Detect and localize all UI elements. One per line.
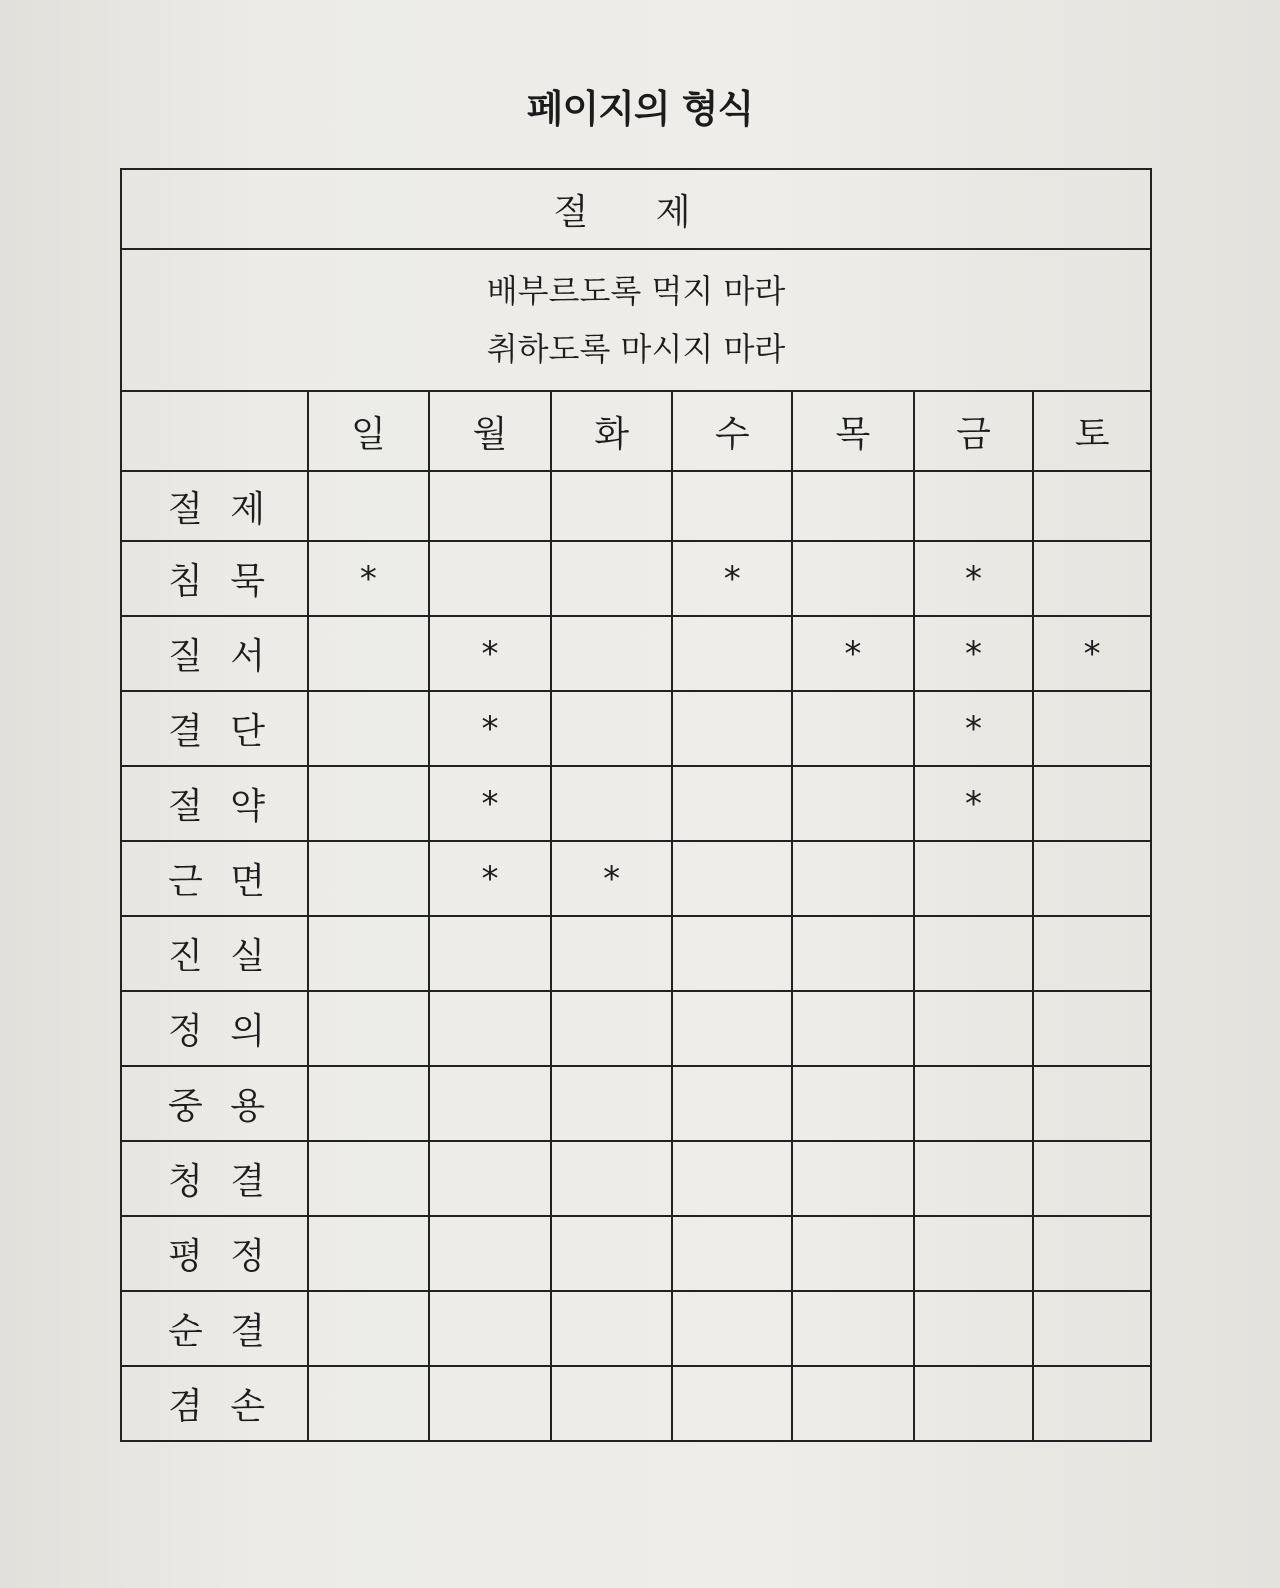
mark-cell <box>792 691 914 766</box>
mark-cell <box>308 471 430 541</box>
mark-cell <box>1033 691 1151 766</box>
mark-cell <box>914 1066 1034 1141</box>
mark-cell <box>551 1366 673 1441</box>
mark-cell <box>672 1141 792 1216</box>
motto <box>121 249 1151 391</box>
mark-cell <box>1033 841 1151 916</box>
mark-cell <box>672 1366 792 1441</box>
virtue-label: 질 서 <box>121 616 308 691</box>
mark-cell <box>1033 991 1151 1066</box>
mark-cell <box>1033 541 1151 616</box>
mark-cell <box>551 1291 673 1366</box>
mark-cell <box>429 471 551 541</box>
day-header: 금 <box>914 391 1034 471</box>
mark-cell <box>308 1066 430 1141</box>
mark-cell <box>914 841 1034 916</box>
mark-cell <box>914 1216 1034 1291</box>
mark-cell <box>792 1066 914 1141</box>
mark-cell <box>1033 1291 1151 1366</box>
mark-cell: * <box>429 841 551 916</box>
mark-cell: * <box>429 691 551 766</box>
mark-cell <box>1033 766 1151 841</box>
mark-cell <box>551 916 673 991</box>
mark-cell <box>792 766 914 841</box>
mark-cell <box>792 1366 914 1441</box>
table-row <box>121 1366 1151 1441</box>
mark-cell <box>429 541 551 616</box>
mark-cell <box>792 841 914 916</box>
mark-cell <box>551 541 673 616</box>
virtue-label: 정 의 <box>121 991 308 1066</box>
mark-cell: * <box>914 691 1034 766</box>
mark-cell <box>429 1141 551 1216</box>
mark-cell: * <box>429 766 551 841</box>
motto-line-2: 취하도록 마시지 마라 <box>486 330 786 368</box>
mark-cell <box>429 1066 551 1141</box>
mark-cell <box>672 471 792 541</box>
mark-cell <box>551 766 673 841</box>
virtue-label: 순 결 <box>121 1291 308 1366</box>
mark-cell <box>792 541 914 616</box>
virtue-label: 겸 손 <box>121 1366 308 1441</box>
virtue-label: 절 약 <box>121 766 308 841</box>
table-header: 절 제 <box>121 169 1151 249</box>
mark-cell <box>551 616 673 691</box>
table-row <box>121 991 1151 1066</box>
virtue-label: 결 단 <box>121 691 308 766</box>
mark-cell: * <box>429 616 551 691</box>
table-row <box>121 916 1151 991</box>
mark-cell <box>308 691 430 766</box>
mark-cell: * <box>672 541 792 616</box>
mark-cell <box>792 471 914 541</box>
virtue-label: 침 묵 <box>121 541 308 616</box>
mark-cell: * <box>1033 616 1151 691</box>
mark-cell <box>551 1141 673 1216</box>
day-header: 화 <box>551 391 673 471</box>
table-row <box>121 1291 1151 1366</box>
virtue-chart-table <box>120 168 1152 1442</box>
mark-cell <box>672 1066 792 1141</box>
motto-line-1: 배부르도록 먹지 마라 <box>486 272 786 310</box>
day-header: 월 <box>429 391 551 471</box>
mark-cell <box>672 616 792 691</box>
table-row <box>121 1141 1151 1216</box>
virtue-label: 근 면 <box>121 841 308 916</box>
mark-cell <box>914 471 1034 541</box>
mark-cell <box>1033 916 1151 991</box>
virtue-label: 평 정 <box>121 1216 308 1291</box>
virtue-label: 청 결 <box>121 1141 308 1216</box>
virtue-label: 진 실 <box>121 916 308 991</box>
table-row <box>121 766 1151 841</box>
corner-cell <box>121 391 308 471</box>
mark-cell <box>551 1216 673 1291</box>
table-row <box>121 1216 1151 1291</box>
mark-cell: * <box>551 841 673 916</box>
mark-cell <box>429 916 551 991</box>
mark-cell <box>914 1291 1034 1366</box>
table-row <box>121 691 1151 766</box>
virtue-label: 절 제 <box>121 471 308 541</box>
mark-cell <box>672 1216 792 1291</box>
day-header: 수 <box>672 391 792 471</box>
mark-cell <box>429 1216 551 1291</box>
mark-cell <box>672 766 792 841</box>
mark-cell <box>308 1366 430 1441</box>
mark-cell: * <box>792 616 914 691</box>
day-header: 일 <box>308 391 430 471</box>
mark-cell <box>672 1291 792 1366</box>
mark-cell <box>672 691 792 766</box>
mark-cell <box>1033 1366 1151 1441</box>
mark-cell <box>308 916 430 991</box>
mark-cell <box>308 1291 430 1366</box>
day-header: 목 <box>792 391 914 471</box>
mark-cell <box>672 916 792 991</box>
mark-cell <box>308 1216 430 1291</box>
virtue-label: 중 용 <box>121 1066 308 1141</box>
mark-cell: * <box>914 541 1034 616</box>
mark-cell <box>308 1141 430 1216</box>
mark-cell <box>551 471 673 541</box>
mark-cell <box>672 841 792 916</box>
mark-cell <box>551 991 673 1066</box>
table-row <box>121 616 1151 691</box>
table-row <box>121 841 1151 916</box>
mark-cell <box>792 991 914 1066</box>
mark-cell <box>792 1291 914 1366</box>
mark-cell <box>1033 1066 1151 1141</box>
table-row <box>121 471 1151 541</box>
mark-cell <box>308 766 430 841</box>
mark-cell <box>1033 471 1151 541</box>
day-header: 토 <box>1033 391 1151 471</box>
mark-cell <box>1033 1141 1151 1216</box>
mark-cell <box>308 616 430 691</box>
mark-cell <box>429 1291 551 1366</box>
mark-cell <box>792 1141 914 1216</box>
mark-cell <box>914 1366 1034 1441</box>
mark-cell <box>914 991 1034 1066</box>
mark-cell <box>1033 1216 1151 1291</box>
mark-cell <box>429 991 551 1066</box>
mark-cell: * <box>308 541 430 616</box>
table-row <box>121 541 1151 616</box>
mark-cell <box>792 916 914 991</box>
mark-cell <box>308 991 430 1066</box>
mark-cell <box>672 991 792 1066</box>
table-row <box>121 1066 1151 1141</box>
mark-cell <box>308 841 430 916</box>
mark-cell <box>914 1141 1034 1216</box>
mark-cell: * <box>914 616 1034 691</box>
mark-cell <box>792 1216 914 1291</box>
mark-cell <box>551 691 673 766</box>
mark-cell <box>914 916 1034 991</box>
mark-cell <box>429 1366 551 1441</box>
page-title: 페이지의 형식 <box>526 87 754 131</box>
mark-cell: * <box>914 766 1034 841</box>
mark-cell <box>551 1066 673 1141</box>
